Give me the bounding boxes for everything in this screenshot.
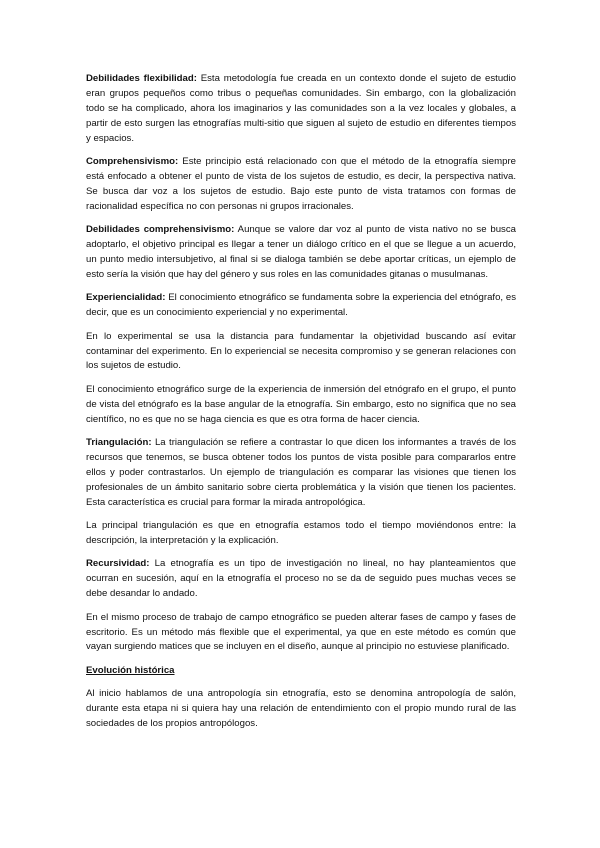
paragraph-experimental: [86, 330, 516, 375]
paragraph-experiencialidad: [86, 291, 516, 321]
document-page: [86, 72, 516, 740]
paragraph-trabajo-de-campo: [86, 611, 516, 656]
term-label: Experiencialidad:: [86, 292, 166, 304]
paragraph-recursividad: [86, 557, 516, 602]
paragraph-text: La etnografía es un tipo de investigación no lineal, no hay planteamientos que ocurran en sucesión, aquí en la etnografía el proceso no se da de seguido pues muchas veces se debe desandar lo andado.: [86, 558, 516, 600]
paragraph-triangulacion: [86, 436, 516, 511]
paragraph-text: El conocimiento etnográfico se fundamenta sobre la experiencia del etnógrafo, es decir, que es un conocimiento experiencial y no experimental.: [86, 292, 516, 319]
paragraph-conocimiento-etnografico: [86, 383, 516, 428]
paragraph-text: La triangulación se refiere a contrastar lo que dicen los informantes a través de los recursos que tenemos, se busca obtener todos los puntos de vista posible para compararlos entre ellos y poder contrastarlos. Un ejemplo de triangulación es comparar las visiones que tienen los profesionales de un ámbito sanitario sobre cierta problemática y la visión que tienen los pacientes. Esta característica es crucial para formar la mirada antropológica.: [86, 437, 516, 508]
term-label: Comprehensivismo:: [86, 156, 179, 168]
paragraph-debilidades-comprehensivismo: [86, 223, 516, 283]
paragraph-comprehensivismo: [86, 155, 516, 215]
paragraph-text: En lo experimental se usa la distancia para fundamentar la objetividad buscando así evitar contaminar del experimento. En lo experiencial se necesita compromiso y se generan relaciones con los sujetos de estudio.: [86, 330, 516, 372]
paragraph-text: Este principio está relacionado con que el método de la etnografía siempre está enfocado a obtener el punto de vista de los sujetos de estudio, es decir, la perspectiva nativa. Se busca dar voz a los sujetos de estudio. Bajo este punto de vista tratamos con formas de racionalidad específica no con personas ni grupos irracionales.: [86, 156, 516, 212]
paragraph-text: Aunque se valore dar voz al punto de vista nativo no se busca adoptarlo, el objetivo principal es llegar a tener un diálogo crítico en el que se llegue a un acuerdo, un punto medio intersubjetivo, al final si se dialoga también se debe aportar críticas, un ejemplo de esto sería la visión que hay del género y sus roles en las comunidades gitanas o musulmanas.: [86, 224, 516, 280]
paragraph-text: El conocimiento etnográfico surge de la experiencia de inmersión del etnógrafo en el grupo, el punto de vista del etnógrafo es la base angular de la etnografía. Sin embargo, esto no significa que no sea científico, no es que no se haga ciencia es que es otra forma de hacer ciencia.: [86, 383, 516, 425]
term-label: Triangulación:: [86, 437, 152, 449]
paragraph-antropologia-de-salon: Al inicio hablamos de una antropología sin etnografía, esto se denomina antropología de salón, durante esta etapa ni si quiera hay una relación de entendimiento con el propio mundo rural de las sociedades de los propios antropólogos.: [86, 688, 516, 730]
paragraph-text: En el mismo proceso de trabajo de campo etnográfico se pueden alterar fases de campo y fases de escritorio. Es un método más flexible que el experimental, ya que en este método es común que vayan surgiendo matices que se incluyen en el diseño, aunque al principio no estuviese planificado.: [86, 611, 516, 653]
term-label: Debilidades flexibilidad:: [86, 73, 197, 84]
paragraph-principal-triangulacion: [86, 519, 516, 549]
paragraph-debilidades-flexibilidad: [86, 72, 516, 147]
paragraph-text: Esta metodología fue creada en un contexto donde el sujeto de estudio eran grupos pequeños como tribus o pequeñas comunidades. Sin embargo, con la globalización todo se ha complicado, ahora los imaginarios y las comunidades son a la vez locales y globales, a partir de esto surgen las etnografías multi-sitio que siguen al sujeto de estudio en diferentes tiempos y espacios.: [86, 73, 516, 144]
term-label: Recursividad:: [86, 558, 150, 570]
section-heading: Evolución histórica: [86, 664, 175, 676]
term-label: Debilidades comprehensivismo:: [86, 224, 235, 236]
paragraph-text: La principal triangulación es que en etnografía estamos todo el tiempo moviéndonos entre: la descripción, la interpretación y la explicación.: [86, 520, 516, 546]
